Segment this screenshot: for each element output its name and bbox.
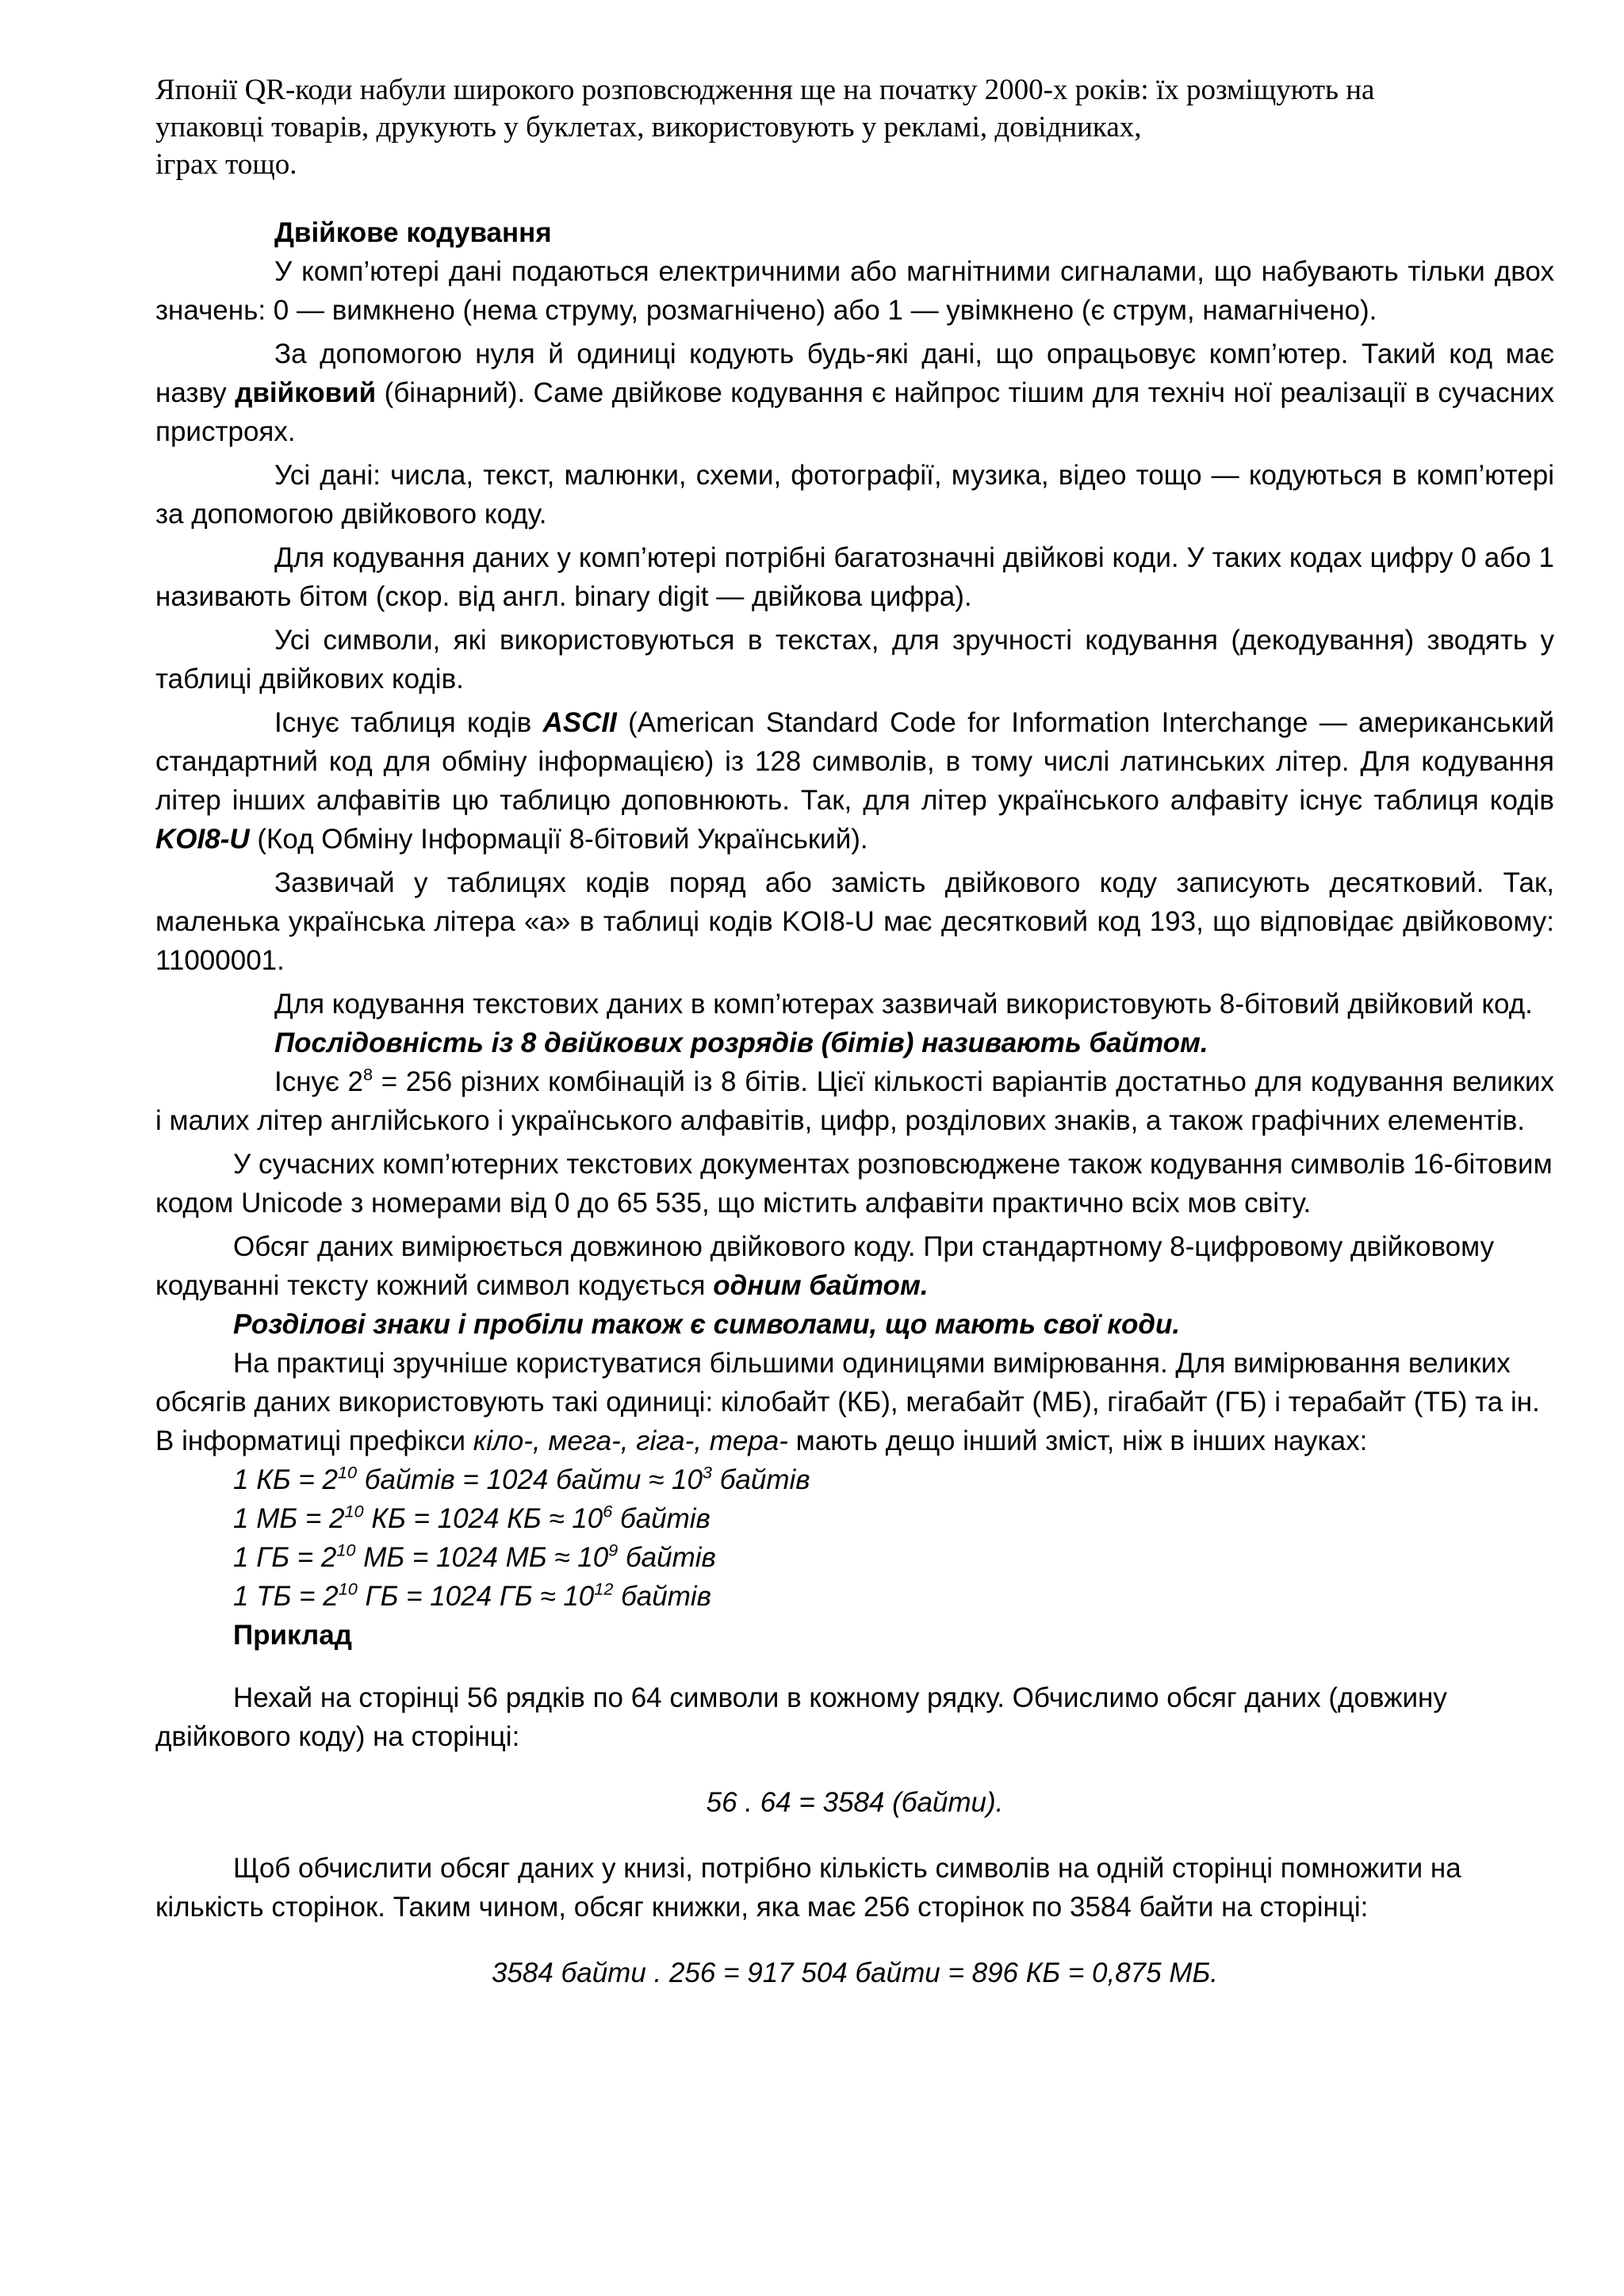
punctuation-note: Розділові знаки і пробіли також є символами, що мають свої коди. (233, 1309, 1181, 1340)
prefixes: кіло-, мега-, гіга-, тера- (473, 1425, 788, 1456)
formula-gb: 1 ГБ = $2^{10}$ МБ = 1024 МБ ≈ $10^9$ байтів (233, 1540, 716, 1573)
binary-term: двійковий (235, 377, 377, 408)
formula-mb: 1 МБ = $2^{10}$ КБ = 1024 КБ ≈ $10^6$ байтів (233, 1501, 710, 1534)
paragraph-volume: Обсяг даних вимірюється довжиною двійкового коду. При стандартному 8-цифровому двійковому кодуванні тексту кожний символ кодується одним байтом. (155, 1231, 1495, 1301)
paragraph-8bit: Для кодування текстових даних в комп’ютерах зазвичай використовують 8-бітовий двійковий код. (274, 989, 1533, 1020)
byte-definition: Послідовність із 8 двійкових розрядів (бітів) називають байтом. (274, 1027, 1208, 1058)
intro-line: упаковці товарів, друкують у буклетах, використовують у рекламі, довідниках, (155, 111, 1142, 144)
intro-line: іграх тощо. (155, 148, 297, 181)
formula-kb: 1 КБ = $2^{10}$ байтів = 1024 байти ≈ $10^3$ байтів (233, 1462, 810, 1495)
paragraph-all-data: Усі дані: числа, текст, малюнки, схеми, фотографії, музика, відео тощо — кодуються в комп’ютері за допомогою двійкового коду. (155, 460, 1554, 530)
intro-paragraph (155, 71, 1554, 183)
ascii-term: ASCII (542, 707, 617, 738)
document-page (155, 71, 1554, 1992)
paragraph-signals: У комп’ютері дані подаються електричними або магнітними сигналами, що набувають тільки двох значень: 0 — вимкнено (нема струму, розмагнічено) або 1 — увімкнено (є струм, намагнічено). (155, 256, 1554, 326)
koi8u-term: KOI8-U (155, 824, 250, 855)
paragraph-example: Нехай на сторінці 56 рядків по 64 символи в кожному рядку. Обчислимо обсяг даних (довжину двійкового коду) на сторінці: (155, 1682, 1447, 1752)
paragraph-decimal: Зазвичай у таблицях кодів поряд або замість двійкового коду записують десятковий. Так, маленька українська літера «а» в таблиці кодів KOI8-U має десятковий код 193, що відповідає двійковому: 11000001. (155, 867, 1554, 976)
paragraph-combinations: Існує $2^8 = 256$ різних комбінацій із 8 бітів. Цієї кількості варіантів достатньо для кодування великих і малих літер англійського і українського алфавітів, цифр, розділових знаків, а також графічних елементів. (155, 1064, 1554, 1136)
one-byte-emphasis: одним байтом. (713, 1270, 929, 1301)
paragraph-book: Щоб обчислити обсяг даних у книзі, потрібно кількість символів на одній сторінці помножити на кількість сторінок. Таким чином, обсяг книжки, яка має 256 сторінок по 3584 байти на сторінці: (155, 1853, 1461, 1923)
calc-page: 56 . 64 = 3584 (байти). (706, 1787, 1004, 1818)
calc-book: 3584 байти . 256 = 917 504 байти = 896 КБ = 0,875 МБ. (491, 1957, 1219, 1988)
paragraph-units: На практиці зручніше користуватися більшими одиницями вимірювання. Для вимірювання великих обсягів даних використовують такі одиниці: кілобайт (КБ), мегабайт (МБ), гігабайт (ГБ) і терабайт (ТБ) та ін. В інформатиці префікси кіло-, мега-, гіга-, тера- мають дещо інший зміст, ніж в інших науках: (155, 1348, 1540, 1456)
paragraph-bit: Для кодування даних у комп’ютері потрібні багатозначні двійкові коди. У таких кодах цифру 0 або 1 називають бітом (скор. від англ. binary digit — двійкова цифра). (155, 542, 1554, 612)
main-text (155, 213, 1554, 1992)
paragraph-binary: За допомогою нуля й одиниці кодують будь-які дані, що опрацьовує комп’ютер. Такий код має назву двійковий (бінарний). Саме двійкове кодування є найпрос тішим для техніч ної реалізації в сучасних пристроях. (155, 339, 1554, 447)
paragraph-ascii: Існує таблиця кодів ASCII (American Standard Code for Information Interchange — американський стандартний код для обміну інформацією) із 128 символів, в тому числі латинських літер. Для кодування літер інших алфавітів цю таблицю доповнюють. Так, для літер українського алфавіту існує таблиця кодів KOI8-U (Код Обміну Інформації 8-бітовий Український). (155, 707, 1555, 855)
example-title: Приклад (233, 1620, 352, 1651)
paragraph-unicode: У сучасних комп’ютерних текстових документах розповсюджене також кодування символів 16-бітовим кодом Unicode з номерами від 0 до 65 535, що містить алфавіти практично всіх мов світу. (155, 1149, 1553, 1219)
intro-line: Японії QR-коди набули широкого розповсюдження ще на початку 2000-х років: їх розміщують на (155, 74, 1375, 106)
paragraph-symbols: Усі символи, які використовуються в текстах, для зручності кодування (декодування) зводять у таблиці двійкових кодів. (155, 625, 1554, 695)
exponent: 8 (363, 1064, 373, 1085)
formula-tb: 1 ТБ = $2^{10}$ ГБ = 1024 ГБ ≈ $10^{12}$ байтів (233, 1578, 711, 1612)
section-title: Двійкове кодування (274, 217, 552, 248)
